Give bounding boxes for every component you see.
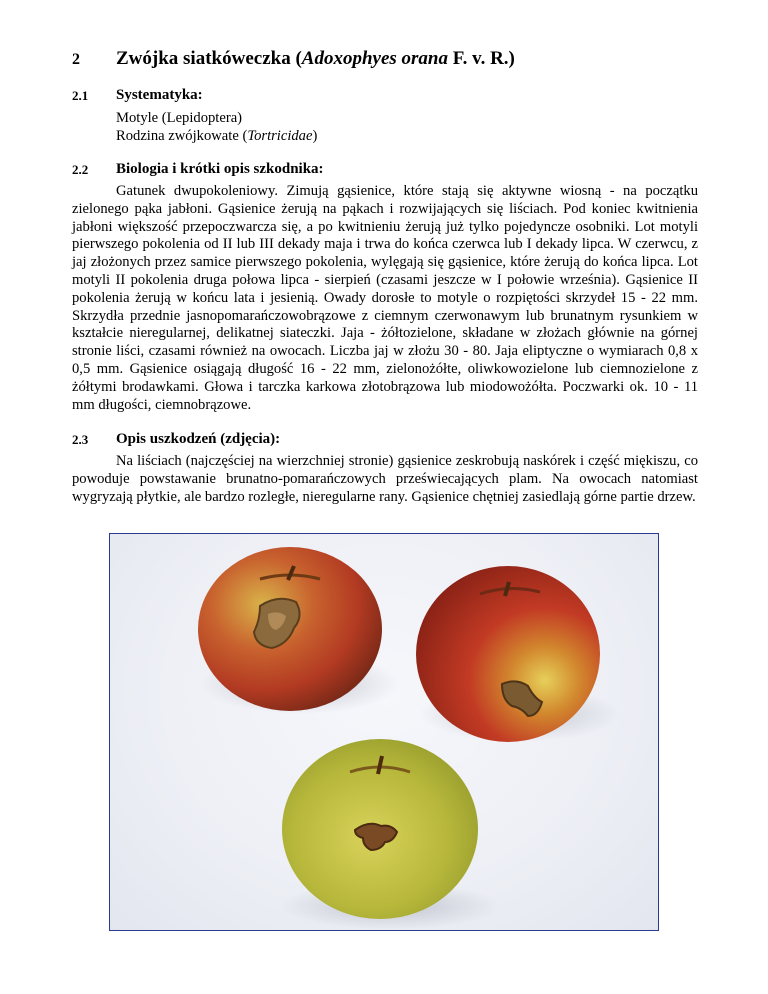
section-title-suffix: F. v. R.)	[448, 48, 515, 69]
systematics-number: 2.1	[72, 88, 89, 103]
family-suffix: )	[312, 128, 318, 144]
apple-top-right	[416, 566, 620, 742]
apple-top-left	[198, 547, 400, 714]
systematics-heading: Systematyka:	[116, 87, 203, 103]
biology-paragraph: Gatunek dwupokoleniowy. Zimują gąsienice, które stają się aktywne wiosną - na początku zielonego pąka jabłoni. Gąsienice żerują na pąkach i rozwijających się liściach. Pod koniec kwitnienia jabłoni większość przepoczwarcza się, a po kwitnieniu żerują już tylko pojedyncze osobniki. Lot motyli pierwszego pokolenia od II lub III dekady maja i trwa do końca czerwca lub I dekady lipca. W czerwcu, z jaj złożonych przez samice pierwszego pokolenia, wylęgają się gąsienice, które żerują do końca lipca. Lot motyli II pokolenia druga połowa lipca - sierpień (czasami jeszcze w I połowie września). Gąsienice II pokolenia żerują w końcu lata i jesienią. Owady dorosłe to motyle o rozpiętości skrzydeł 15 - 22 mm. Skrzydła przednie jasnopomarańczowobrązowe z ciemnym czerwonawym lub brunatnym rysunkiem w kształcie nieregularnej, delikatnej siateczki. Jaja - żółtozielone, składane w złożach głównie na górnej stronie liści, czasami również na owocach. Liczba jaj w złożu 30 - 80. Jaja eliptyczne o wymiarach 0,8 x 0,5 mm. Gąsienice osiągają długość 16 - 22 mm, zielonożółte, oliwkowozielone lub ciemnozielone z żółtymi brodawkami. Głowa i tarczka karkowa złotobrązowa lub miodowożółta. Poczwarki ok. 10 - 11 mm długości, ciemnobrązowe.	[72, 183, 698, 413]
apples-illustration	[110, 534, 658, 930]
section-title	[116, 48, 515, 70]
section-title-latin: Adoxophyes orana	[301, 48, 448, 69]
biology-number: 2.2	[72, 162, 89, 177]
damage-paragraph: Na liściach (najczęściej na wierzchniej stronie) gąsienice zeskrobują naskórek i część miękiszu, co powoduje powstawanie brunatno-pomarańczowych przeświecających plam. Na owocach natomiast wygryzają płytkie, ale bardzo rozległe, nieregularne rany. Gąsienice chętniej zasiedlają górne partie drzew.	[72, 453, 698, 505]
apple-bottom	[280, 739, 500, 930]
damage-heading: Opis uszkodzeń (zdjęcia):	[116, 431, 281, 447]
damage-number: 2.3	[72, 432, 89, 447]
apples-photo	[109, 533, 659, 931]
family-prefix: Rodzina zwójkowate (	[116, 128, 248, 144]
section-title-prefix: Zwójka siatkóweczka (	[116, 48, 302, 69]
family-latin: Tortricidae	[247, 128, 313, 144]
systematics-family	[116, 128, 317, 145]
section-number: 2	[72, 51, 80, 68]
systematics-order: Motyle (Lepidoptera)	[116, 110, 243, 126]
biology-heading: Biologia i krótki opis szkodnika:	[116, 161, 324, 177]
